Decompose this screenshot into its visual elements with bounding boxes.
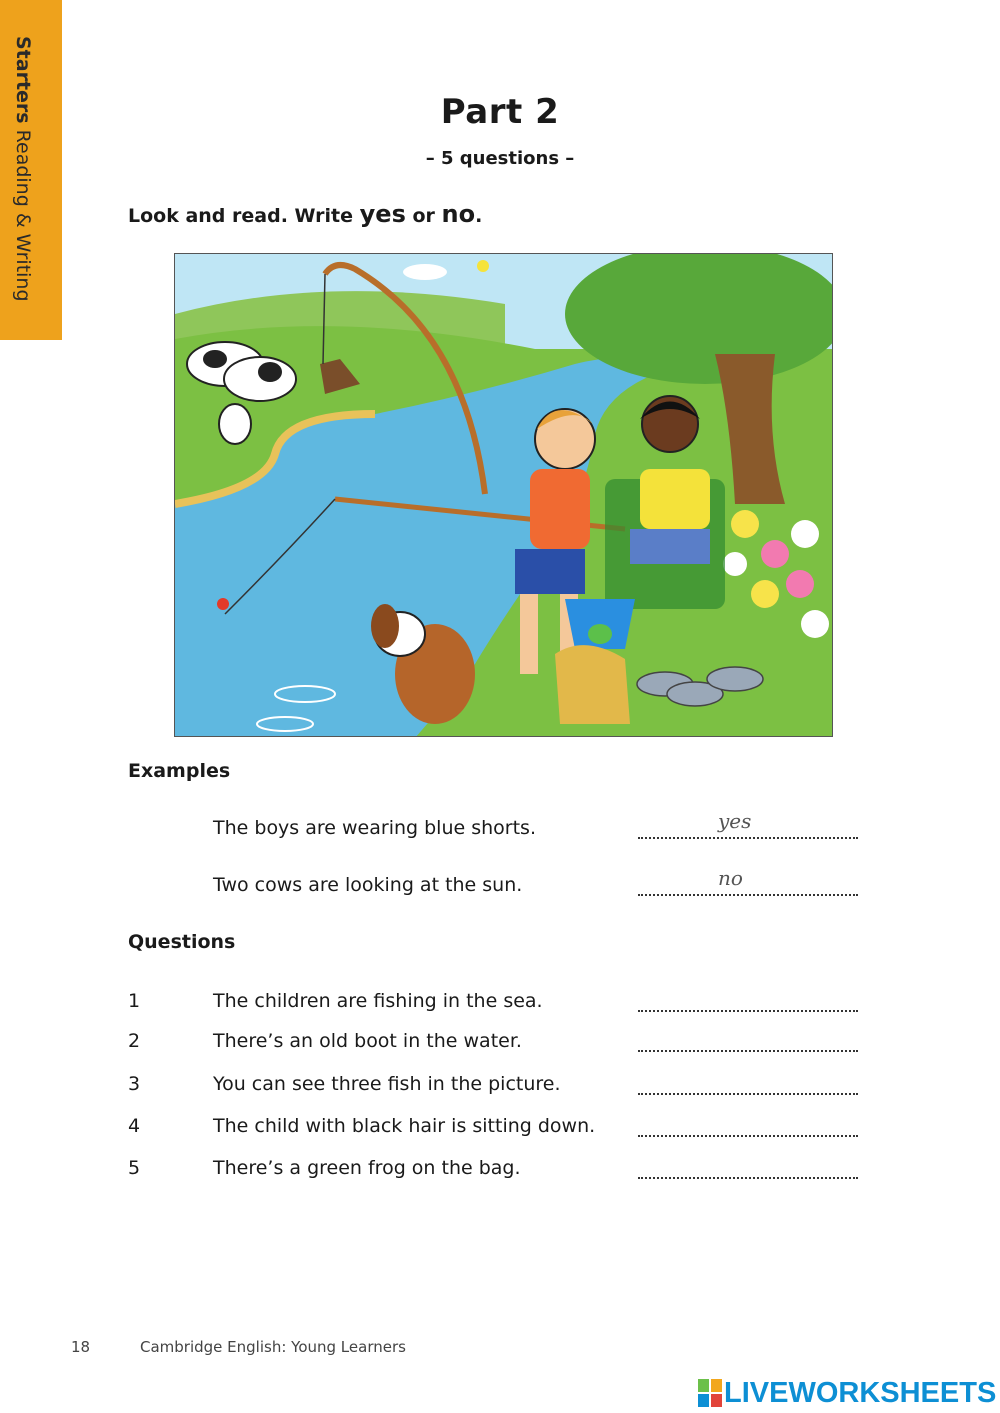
page-number: 18	[71, 1338, 91, 1356]
answer-line[interactable]	[638, 892, 858, 896]
question-row	[128, 1030, 868, 1066]
instruction	[128, 200, 482, 228]
question-number: 2	[128, 1030, 141, 1052]
example-answer: yes	[718, 809, 752, 833]
answer-input-1[interactable]	[638, 1008, 858, 1012]
page-title: Part 2	[440, 92, 560, 132]
answer-input-5[interactable]	[638, 1175, 858, 1179]
liveworksheets-logo-icon	[698, 1379, 722, 1407]
brand-logo[interactable]	[698, 1376, 996, 1410]
question-sentence: You can see three fish in the picture.	[213, 1073, 561, 1095]
question-row	[128, 1115, 868, 1151]
instruction-text-end: .	[475, 205, 483, 227]
fishing-scene-picture	[174, 253, 833, 737]
cloud	[403, 264, 447, 280]
question-sentence: The children are fishing in the sea.	[213, 990, 543, 1012]
question-number: 1	[128, 990, 141, 1012]
example-answer: no	[718, 866, 743, 890]
question-sentence: The child with black hair is sitting down.	[213, 1115, 596, 1137]
instruction-text-or: or	[405, 205, 442, 227]
instruction-word-yes: yes	[359, 200, 406, 228]
frog	[588, 624, 612, 644]
questions-heading: Questions	[128, 931, 236, 953]
question-number: 3	[128, 1073, 141, 1095]
bag	[555, 645, 630, 724]
footer-title: Cambridge English: Young Learners	[140, 1338, 406, 1356]
question-sentence: There’s an old boot in the water.	[213, 1030, 522, 1052]
side-tab-paper: Reading & Writing	[12, 129, 34, 302]
answer-input-2[interactable]	[638, 1048, 858, 1052]
page-subtitle: – 5 questions –	[425, 148, 575, 169]
side-tab	[0, 0, 62, 340]
answer-input-3[interactable]	[638, 1091, 858, 1095]
question-row	[128, 1073, 868, 1109]
float	[217, 598, 229, 610]
example-sentence: Two cows are looking at the sun.	[213, 874, 523, 896]
example-sentence: The boys are wearing blue shorts.	[213, 817, 536, 839]
fishing-scene-illustration	[175, 254, 833, 737]
examples-heading: Examples	[128, 760, 231, 782]
answer-input-4[interactable]	[638, 1133, 858, 1137]
question-number: 5	[128, 1157, 141, 1179]
question-row	[128, 1157, 868, 1193]
example-row	[128, 809, 868, 853]
question-sentence: There’s a green frog on the bag.	[213, 1157, 521, 1179]
instruction-text-a: Look and read. Write	[128, 205, 360, 227]
question-number: 4	[128, 1115, 141, 1137]
example-row	[128, 866, 868, 910]
instruction-word-no: no	[441, 200, 476, 228]
brand-name: LIVEWORKSHEETS	[724, 1376, 997, 1409]
sun	[477, 260, 489, 272]
answer-line[interactable]	[638, 835, 858, 839]
side-tab-level: Starters	[12, 36, 34, 124]
question-row	[128, 990, 868, 1026]
